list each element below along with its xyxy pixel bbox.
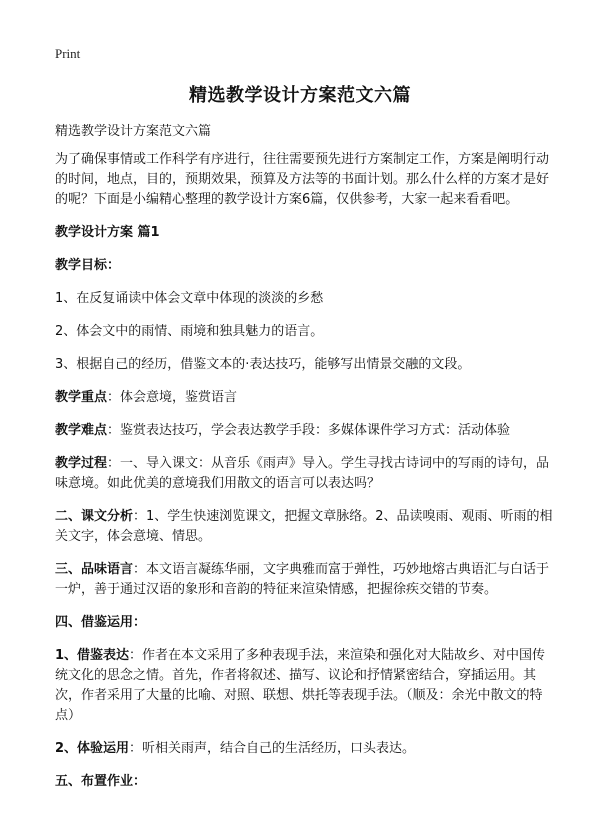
goal-item-2: 2、体会文中的雨情、雨境和独具魅力的语言。 — [55, 324, 324, 339]
difficulties-text: ：鉴赏表达技巧，学会表达教学手段：多媒体课件学习方式：活动体验 — [107, 423, 511, 438]
process-text: ：一、导入课文：从音乐《雨声》导入。学生寻找古诗词中的写雨的诗句，品味意境。如此优美的意境我们用散文的语言可以表达吗？ — [55, 456, 550, 491]
analysis-label: 二、课文分析 — [55, 509, 134, 524]
document-subtitle: 精选教学设计方案范文六篇 — [55, 124, 212, 139]
homework-heading: 五、布置作业： — [55, 774, 147, 789]
print-link[interactable]: Print — [55, 46, 81, 61]
analysis-text: ：1、学生快速浏览课文，把握文章脉络。2、品读嗅雨、观雨、听雨的相关文字，体会意境、情思。 — [55, 509, 553, 544]
expression-label: 1、借鉴表达 — [55, 648, 130, 663]
experience-label: 2、体验运用 — [55, 741, 130, 756]
process-label: 教学过程 — [55, 456, 108, 471]
difficulties-label: 教学难点 — [55, 423, 108, 438]
intro-paragraph: 为了确保事情或工作科学有序进行，往往需要预先进行方案制定工作，方案是阐明行动的时间，地点，目的，预期效果，预算及方法等的书面计划。那么什么样的方案才是好的呢？下面是小编精心整理的教学设计方案6篇，仅供参考，大家一起来看看吧。 — [55, 152, 550, 207]
section-heading: 教学设计方案 篇1 — [55, 225, 160, 240]
document-body — [55, 122, 555, 805]
page-title: 精选教学设计方案范文六篇 — [189, 85, 411, 106]
key-points-text: ：体会意境，鉴赏语言 — [107, 390, 238, 405]
goal-item-1: 1、在反复诵读中体会文章中体现的淡淡的乡愁 — [55, 291, 324, 306]
experience-paragraph — [55, 739, 555, 759]
expression-paragraph — [55, 646, 555, 726]
apply-heading: 四、借鉴运用： — [55, 615, 147, 630]
expression-text: ：作者在本文采用了多种表现手法，来渲染和强化对大陆故乡、对中国传统文化的思念之情。首先，作者将叙述、描写、议论和抒情紧密结合，穿插运用。其次，作者采用了大量的比喻、对照、联想、烘托等表现手法。（顺及：余光中散文的特点） — [55, 648, 546, 723]
language-text: ：本文语言凝练华丽，文字典雅而富于弹性，巧妙地熔古典语汇与白话于一炉，善于通过汉语的象形和音韵的特征来渲染情感，把握徐疾交错的节奏。 — [55, 562, 550, 597]
goals-heading: 教学目标： — [55, 258, 121, 273]
key-points-label: 教学重点 — [55, 390, 108, 405]
language-paragraph — [55, 560, 555, 600]
experience-text: ：听相关雨声，结合自己的生活经历，口头表达。 — [129, 741, 416, 756]
difficulties-paragraph — [55, 421, 555, 441]
process-paragraph — [55, 454, 555, 494]
goal-item-3: 3、根据自己的经历，借鉴文本的·表达技巧，能够写出情景交融的文段。 — [55, 357, 471, 372]
language-label: 三、品味语言 — [55, 562, 134, 577]
analysis-paragraph — [55, 507, 555, 547]
key-points-paragraph — [55, 388, 555, 408]
